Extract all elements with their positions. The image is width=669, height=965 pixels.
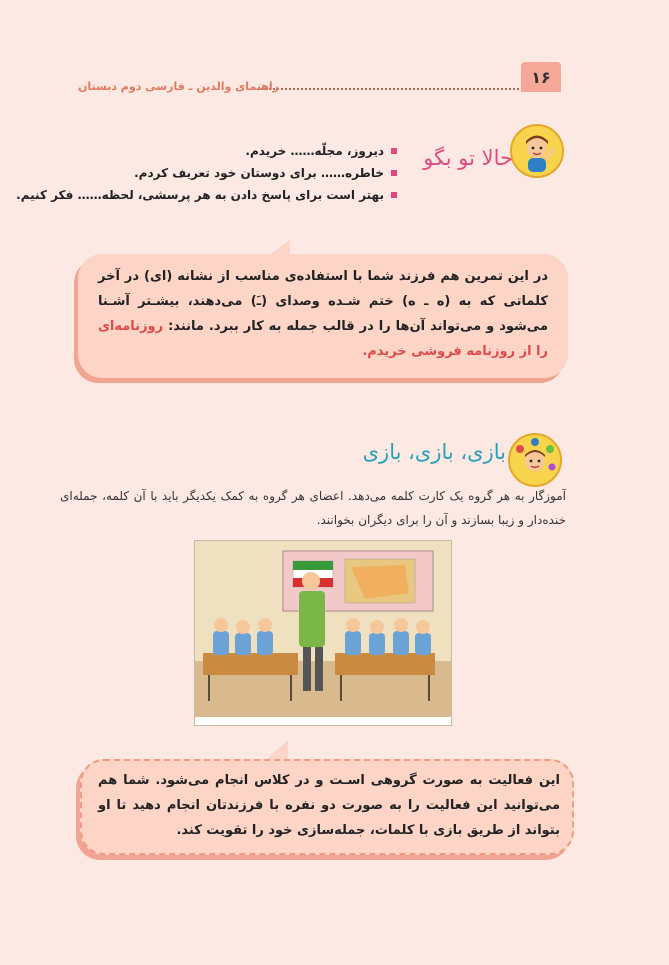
classroom-illustration [194, 540, 452, 726]
speech-tail [266, 740, 288, 760]
list-item: دیروز، مجلّه…… خریدم. [67, 140, 397, 162]
page-number: ۱۶ [521, 62, 561, 92]
activity-paragraph: آموزگار به هر گروه یک کارت کلمه می‌دهد. اعضای هر گروه به کمک یکدیگر باید با آن کلمه، جمله‌ای خنده‌دار و زیبا بسازند و آن را برای دیگران بخوانند. [60, 489, 566, 527]
list-item: بهتر است برای پاسخ دادن به هر پرسشی، لحظه…… فکر کنیم. [67, 184, 397, 206]
waving-child-icon [510, 124, 564, 178]
list-item: خاطره…… برای دوستان خود تعریف کردم. [67, 162, 397, 184]
header-divider [258, 88, 519, 90]
parent-note-text: این فعالیت به صورت گروهی اسـت و در کلاس انجام می‌شود. شما هم می‌توانید این فعالیت را به صورت دو نفره با فرزندتان انجام دهید تا او بتواند از طریق بازی با کلمات، جمله‌سازی خود را تقویت کند. [98, 773, 560, 838]
section-title-game: بازی، بازی، بازی [362, 440, 506, 464]
parent-note-text: در این تمرین هم فرزند شما با استفاده‌ی مناسب از نشانه (ای) در آخر کلماتی که به (ه ـ ه) ختم شـده وصدای (ـَ) می‌دهند، بیشـتر آشـنا می‌شود و می‌تواند آن‌ها را در قالب جمله به کار ببرد. مانند: روزنامه‌ای را از روزنامه فروشی خریدم. [98, 269, 549, 359]
book-title: راهنمای والدین ـ فارسی دوم دبستان [78, 80, 279, 93]
exercise-list [16, 140, 397, 206]
juggling-child-icon [508, 433, 562, 487]
example-sentence: روزنامه‌ای را از روزنامه فروشی خریدم. [98, 319, 548, 359]
section-title-now-you-say: حالا تو بگو [423, 146, 513, 170]
